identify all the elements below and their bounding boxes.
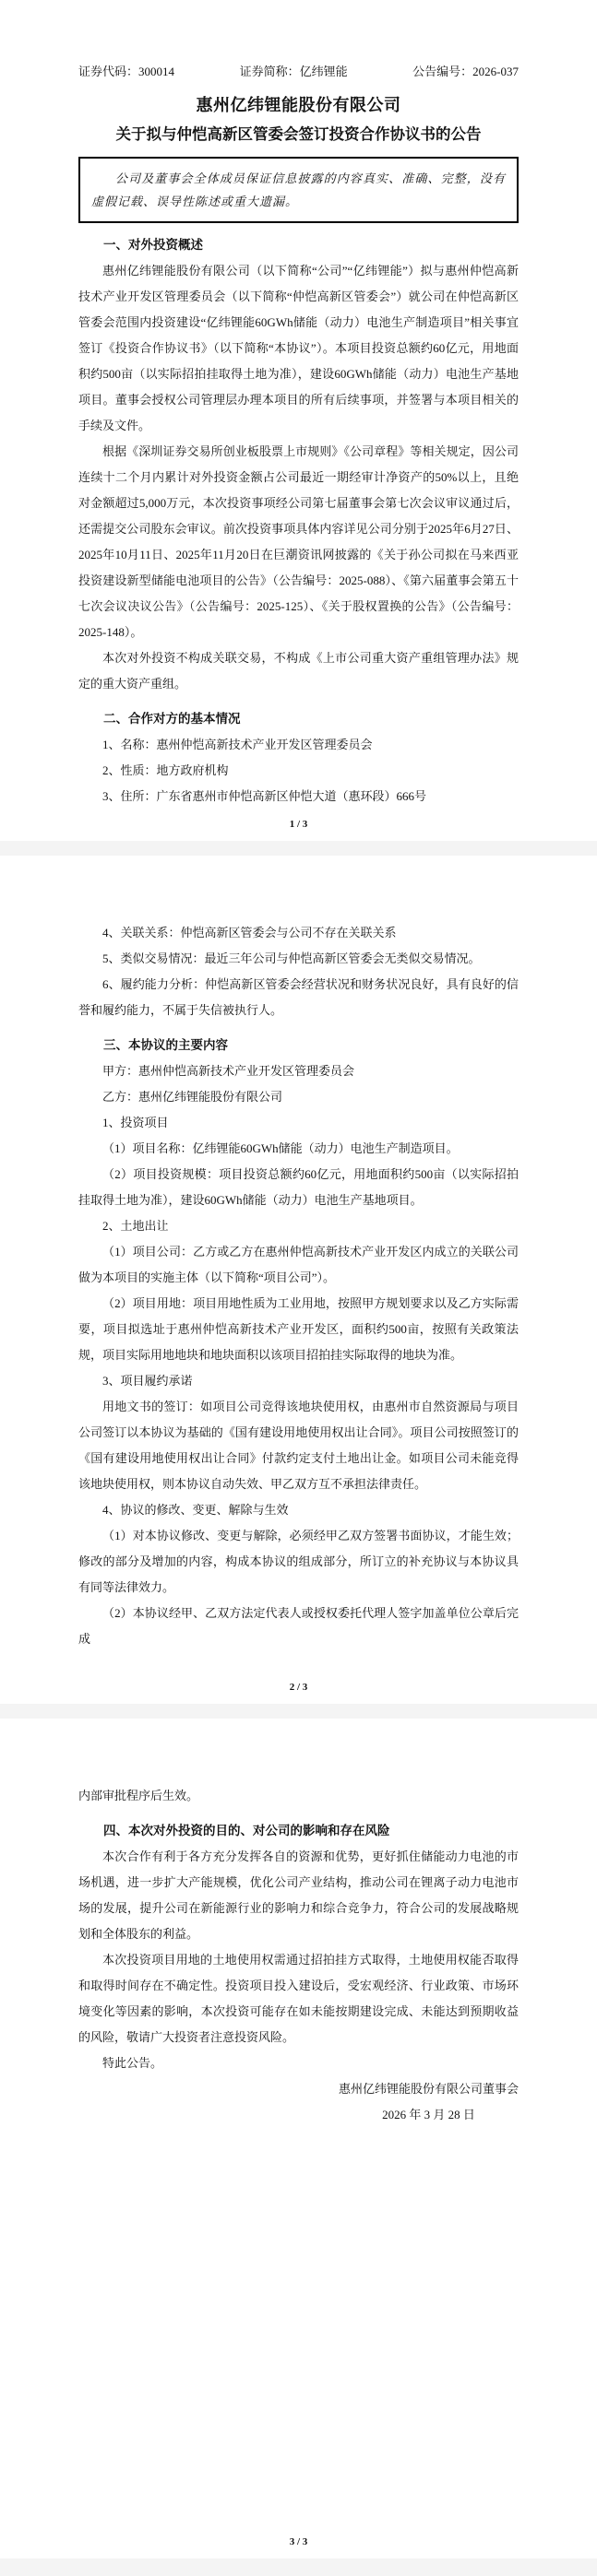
list-item: 4、关联关系：仲恺高新区管委会与公司不存在关联关系	[102, 926, 397, 939]
list-item: 3、住所：广东省惠州市仲恺高新区仲恺大道（惠环段）666号	[102, 789, 427, 803]
paragraph: 本次投资项目用地的土地使用权需通过招拍挂方式取得，土地使用权能否取得和取得时间存在不确定性。投资项目投入建设后，受宏观经济、行业政策、市场环境变化等因素的影响，本次投资可能存在如未能按期建设完成、未能达到预期收益的风险，敬请广大投资者注意投资风险。	[78, 1953, 519, 2044]
list-item: 2、土地出让	[102, 1219, 169, 1233]
page-separator	[0, 1704, 597, 1719]
list-item: （2）项目投资规模：项目投资总额约60亿元，用地面积约500亩（以实际招拍挂取得土地为准），建设60GWh储能（动力）电池生产基地项目。	[78, 1167, 519, 1207]
section-1-heading: 一、对外投资概述	[103, 238, 203, 252]
paragraph: 本次合作有利于各方充分发挥各自的资源和优势，更好抓住储能动力电池的市场机遇，进一步扩大产能规模，优化公司产业结构，推动公司在锂离子动力电池市场的发展，提升公司在新能源行业的影响力和综合竞争力，符合公司的发展战略规划和全体股东的利益。	[78, 1849, 519, 1941]
announcement-number: 公告编号：2026-037	[412, 65, 519, 78]
list-item: 4、协议的修改、变更、解除与生效	[102, 1503, 289, 1517]
paragraph: 用地文书的签订：如项目公司竞得该地块使用权，由惠州市自然资源局与项目公司签订以本协议为基础的《国有建设用地使用权出让合同》。项目公司按照签订的《国有建设用地使用权出让合同》付款约定支付土地出让金。如项目公司未能竞得该地块使用权，则本协议自动失效、甲乙双方互不承担法律责任。	[78, 1400, 519, 1491]
party-b-line: 乙方：惠州亿纬锂能股份有限公司	[102, 1090, 283, 1104]
document-page-3	[0, 1719, 597, 2558]
securities-header-row	[78, 65, 519, 79]
signature-block	[339, 2076, 519, 2128]
section-3-heading: 三、本协议的主要内容	[103, 1038, 228, 1052]
document-page-2	[0, 856, 597, 1704]
page-number: 3 / 3	[289, 2536, 308, 2547]
page-separator	[0, 841, 597, 856]
page-separator	[0, 2558, 597, 2576]
list-item: 2、性质：地方政府机构	[102, 763, 229, 777]
paragraph: 根据《深圳证券交易所创业板股票上市规则》《公司章程》等相关规定，因公司连续十二个月内累计对外投资金额占公司最近一期经审计净资产的50%以上，且绝对金额超过5,000万元，本次投资事项经公司第七届董事会第七次会议审议通过后，还需提交公司股东会审议。前次投资事项具体内容详见公司分别于2025年6月27日、2025年10月11日、2025年11月20日在巨潮资讯网披露的《关于孙公司拟在马来西亚投资建设新型储能电池项目的公告》（公告编号：2025-088）、《第六届董事会第五十七次会议决议公告》（公告编号：2025-125）、《关于股权置换的公告》（公告编号：2025-148）。	[78, 444, 519, 639]
list-item: 1、名称：惠州仲恺高新技术产业开发区管理委员会	[102, 738, 373, 751]
list-item: 6、履约能力分析：仲恺高新区管委会经营状况和财务状况良好，具有良好的信誉和履约能力，不属于失信被执行人。	[78, 977, 519, 1017]
document-page-1	[0, 0, 597, 841]
page-number: 2 / 3	[289, 1682, 308, 1693]
list-item: （1）项目公司：乙方或乙方在惠州仲恺高新技术产业开发区内成立的关联公司做为本项目的实施主体（以下简称“项目公司”）。	[78, 1245, 519, 1284]
list-item: （2）项目用地：项目用地性质为工业用地，按照甲方规划要求以及乙方实际需要，项目拟选址于惠州仲恺高新技术产业开发区，面积约500亩，按照有关政策法规，项目实际用地地块和地块面积以该项目招拍挂实际取得的地块为准。	[78, 1296, 519, 1362]
list-item: 1、投资项目	[102, 1116, 169, 1129]
paragraph: 惠州亿纬锂能股份有限公司（以下简称“公司”“亿纬锂能”）拟与惠州仲恺高新技术产业开发区管理委员会（以下简称“仲恺高新区管委会”）就公司在仲恺高新区管委会范围内投资建设“亿纬锂能60GWh储能（动力）电池生产制造项目”相关事宜签订《投资合作协议书》（以下简称“本协议”）。本项目投资总额约60亿元，用地面积约500亩（以实际招拍挂取得土地为准），建设60GWh储能（动力）电池生产基地项目。董事会授权公司管理层办理本项目的所有后续事项，并签署与本项目相关的手续及文件。	[78, 264, 519, 432]
list-item: （1）对本协议修改、变更与解除，必须经甲乙双方签署书面协议，才能生效；修改的部分及增加的内容，构成本协议的组成部分，所订立的补充协议与本协议具有同等法律效力。	[78, 1529, 519, 1594]
announcement-title: 关于拟与仲恺高新区管委会签订投资合作协议书的公告	[115, 126, 482, 143]
paragraph: 本次对外投资不构成关联交易，不构成《上市公司重大资产重组管理办法》规定的重大资产重组。	[78, 651, 519, 691]
list-item: 3、项目履约承诺	[102, 1374, 193, 1388]
stock-code: 证券代码：300014	[78, 65, 175, 78]
signature-company: 惠州亿纬锂能股份有限公司董事会	[338, 2082, 519, 2096]
stock-name: 证券简称：亿纬锂能	[239, 65, 348, 78]
list-item: （1）项目名称：亿纬锂能60GWh储能（动力）电池生产制造项目。	[102, 1141, 459, 1155]
disclosure-notice-box: 公司及董事会全体成员保证信息披露的内容真实、准确、完整，没有虚假记载、误导性陈述或重大遗漏。	[78, 157, 519, 223]
company-title: 惠州亿纬锂能股份有限公司	[196, 96, 401, 114]
continued-paragraph: 内部审批程序后生效。	[78, 1789, 199, 1802]
page-number: 1 / 3	[289, 819, 308, 830]
section-2-heading: 二、合作对方的基本情况	[103, 712, 241, 726]
closing-line: 特此公告。	[102, 2056, 163, 2070]
signature-date: 2026 年 3 月 28 日	[382, 2108, 475, 2121]
section-4-heading: 四、本次对外投资的目的、对公司的影响和存在风险	[103, 1824, 390, 1837]
party-a-line: 甲方：惠州仲恺高新技术产业开发区管理委员会	[102, 1064, 355, 1078]
list-item: （2）本协议经甲、乙双方法定代表人或授权委托代理人签字加盖单位公章后完成	[78, 1606, 519, 1646]
list-item: 5、类似交易情况：最近三年公司与仲恺高新区管委会无类似交易情况。	[102, 951, 481, 965]
